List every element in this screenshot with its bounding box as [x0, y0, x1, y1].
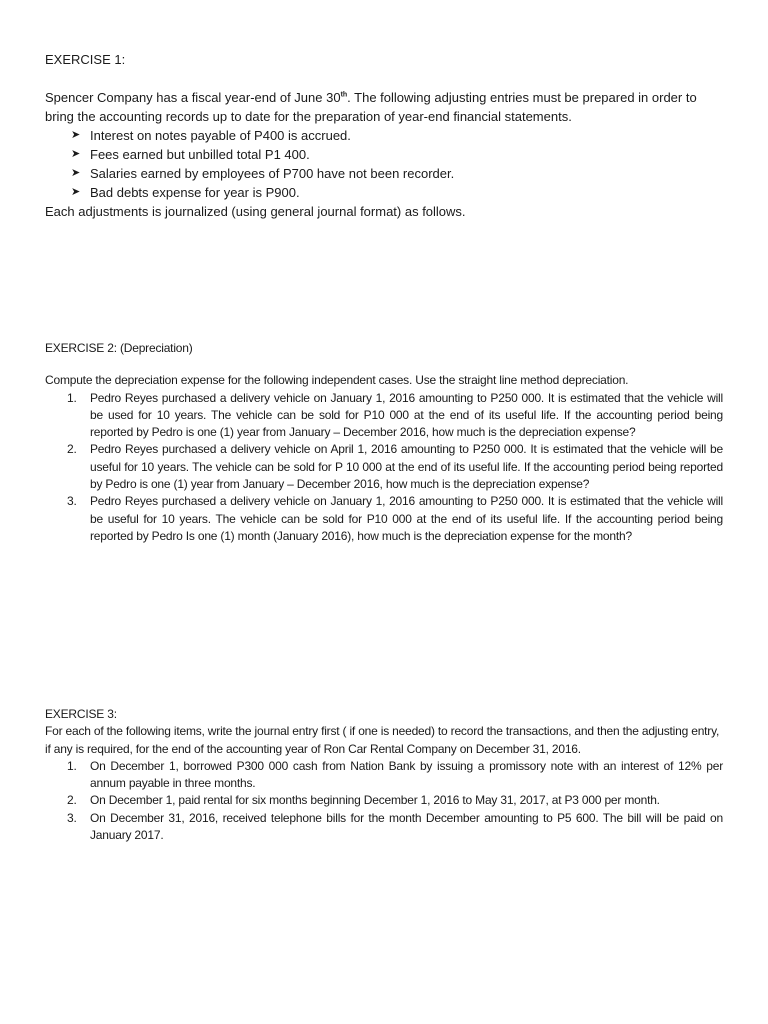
item-text: On December 1, paid rental for six months beginning December 1, 2016 to May 31, 2017, at P3 000 per month.: [90, 793, 660, 808]
exercise-3-intro: For each of the following items, write the journal entry first ( if one is needed) to record the transactions, and then the adjusting entry, if any is required, for the end of the accounting year of Ron Car Rental Company on December 31, 2016.: [45, 724, 720, 756]
exercise-1-intro: [45, 88, 723, 126]
item-text: On December 1, borrowed P300 000 cash from Nation Bank by issuing a promissory note with an interest of 12% per annum payable in three months.: [90, 758, 723, 791]
bullet-item: [45, 164, 723, 183]
arrow-bullet-icon: ➤: [71, 129, 81, 141]
exercise-2-title: EXERCISE 2: (Depreciation): [45, 341, 193, 355]
item-number: 1.: [67, 758, 77, 773]
exercise-3-title: EXERCISE 3:: [45, 707, 117, 721]
item-number: 2.: [67, 793, 77, 808]
exercise-1: [45, 50, 723, 221]
exercise-1-intro-pre: Spencer Company has a fiscal year-end of June 30: [45, 90, 341, 105]
list-item: [45, 792, 723, 809]
item-text: Pedro Reyes purchased a delivery vehicle on April 1, 2016 amounting to P250 000. It is estimated that the vehicle will be useful for 10 years. The vehicle can be sold for P 10 000 at the end of its useful life. If the accounting period being reported by Pedro is one (1) year from January – December 2016, how much is the depreciation expense?: [90, 442, 723, 492]
exercise-2-list: [45, 390, 723, 546]
exercise-1-intro-sup: th: [340, 91, 348, 99]
arrow-bullet-icon: ➤: [71, 148, 81, 160]
list-item: [45, 390, 723, 442]
item-number: 3.: [67, 494, 77, 509]
exercise-1-title: EXERCISE 1:: [45, 52, 126, 67]
list-item: [45, 493, 723, 545]
item-text: Pedro Reyes purchased a delivery vehicle on January 1, 2016 amounting to P250 000. It is estimated that the vehicle will be used for 10 years. The vehicle can be sold for P10 000 at the end of its useful life. If the accounting period being reported by Pedro is one (1) year from January – December 2016, how much is the depreciation expense?: [90, 390, 723, 440]
item-number: 3.: [67, 810, 77, 825]
exercise-1-closing: Each adjustments is journalized (using general journal format) as follows.: [45, 204, 466, 219]
item-text: Pedro Reyes purchased a delivery vehicle on January 1, 2016 amounting to P250 000. It is estimated that the vehicle will be useful for 10 years. The vehicle can be sold for P10 000 at the end of its useful life. If the accounting period being reported by Pedro Is one (1) month (January 2016), how much is the depreciation expense for the month?: [90, 494, 723, 543]
exercise-2: [45, 340, 723, 545]
list-item: [45, 758, 723, 793]
bullet-item: [45, 145, 723, 164]
list-item: [45, 810, 723, 845]
exercise-2-intro: Compute the depreciation expense for the following independent cases. Use the straight line method depreciation.: [45, 373, 629, 388]
exercise-1-intro-post: . The following adjusting entries must be prepared in order to bring the accounting records up to date for the preparation of year-end financial statements.: [45, 90, 697, 124]
exercise-1-bullet-list: [45, 126, 723, 202]
item-number: 2.: [67, 442, 77, 457]
bullet-item: [45, 183, 723, 202]
bullet-text: Fees earned but unbilled total P1 400.: [90, 147, 310, 162]
bullet-item: [45, 126, 723, 145]
arrow-bullet-icon: ➤: [71, 186, 81, 198]
arrow-bullet-icon: ➤: [71, 167, 81, 179]
bullet-text: Bad debts expense for year is P900.: [90, 185, 300, 200]
list-item: [45, 441, 723, 493]
item-number: 1.: [67, 390, 77, 405]
bullet-text: Interest on notes payable of P400 is accrued.: [90, 128, 351, 143]
bullet-text: Salaries earned by employees of P700 have not been recorder.: [90, 166, 455, 181]
exercise-3: [45, 706, 723, 844]
exercise-3-list: [45, 758, 723, 844]
item-text: On December 31, 2016, received telephone bills for the month December amounting to P5 600. The bill will be paid on January 2017.: [90, 810, 723, 843]
